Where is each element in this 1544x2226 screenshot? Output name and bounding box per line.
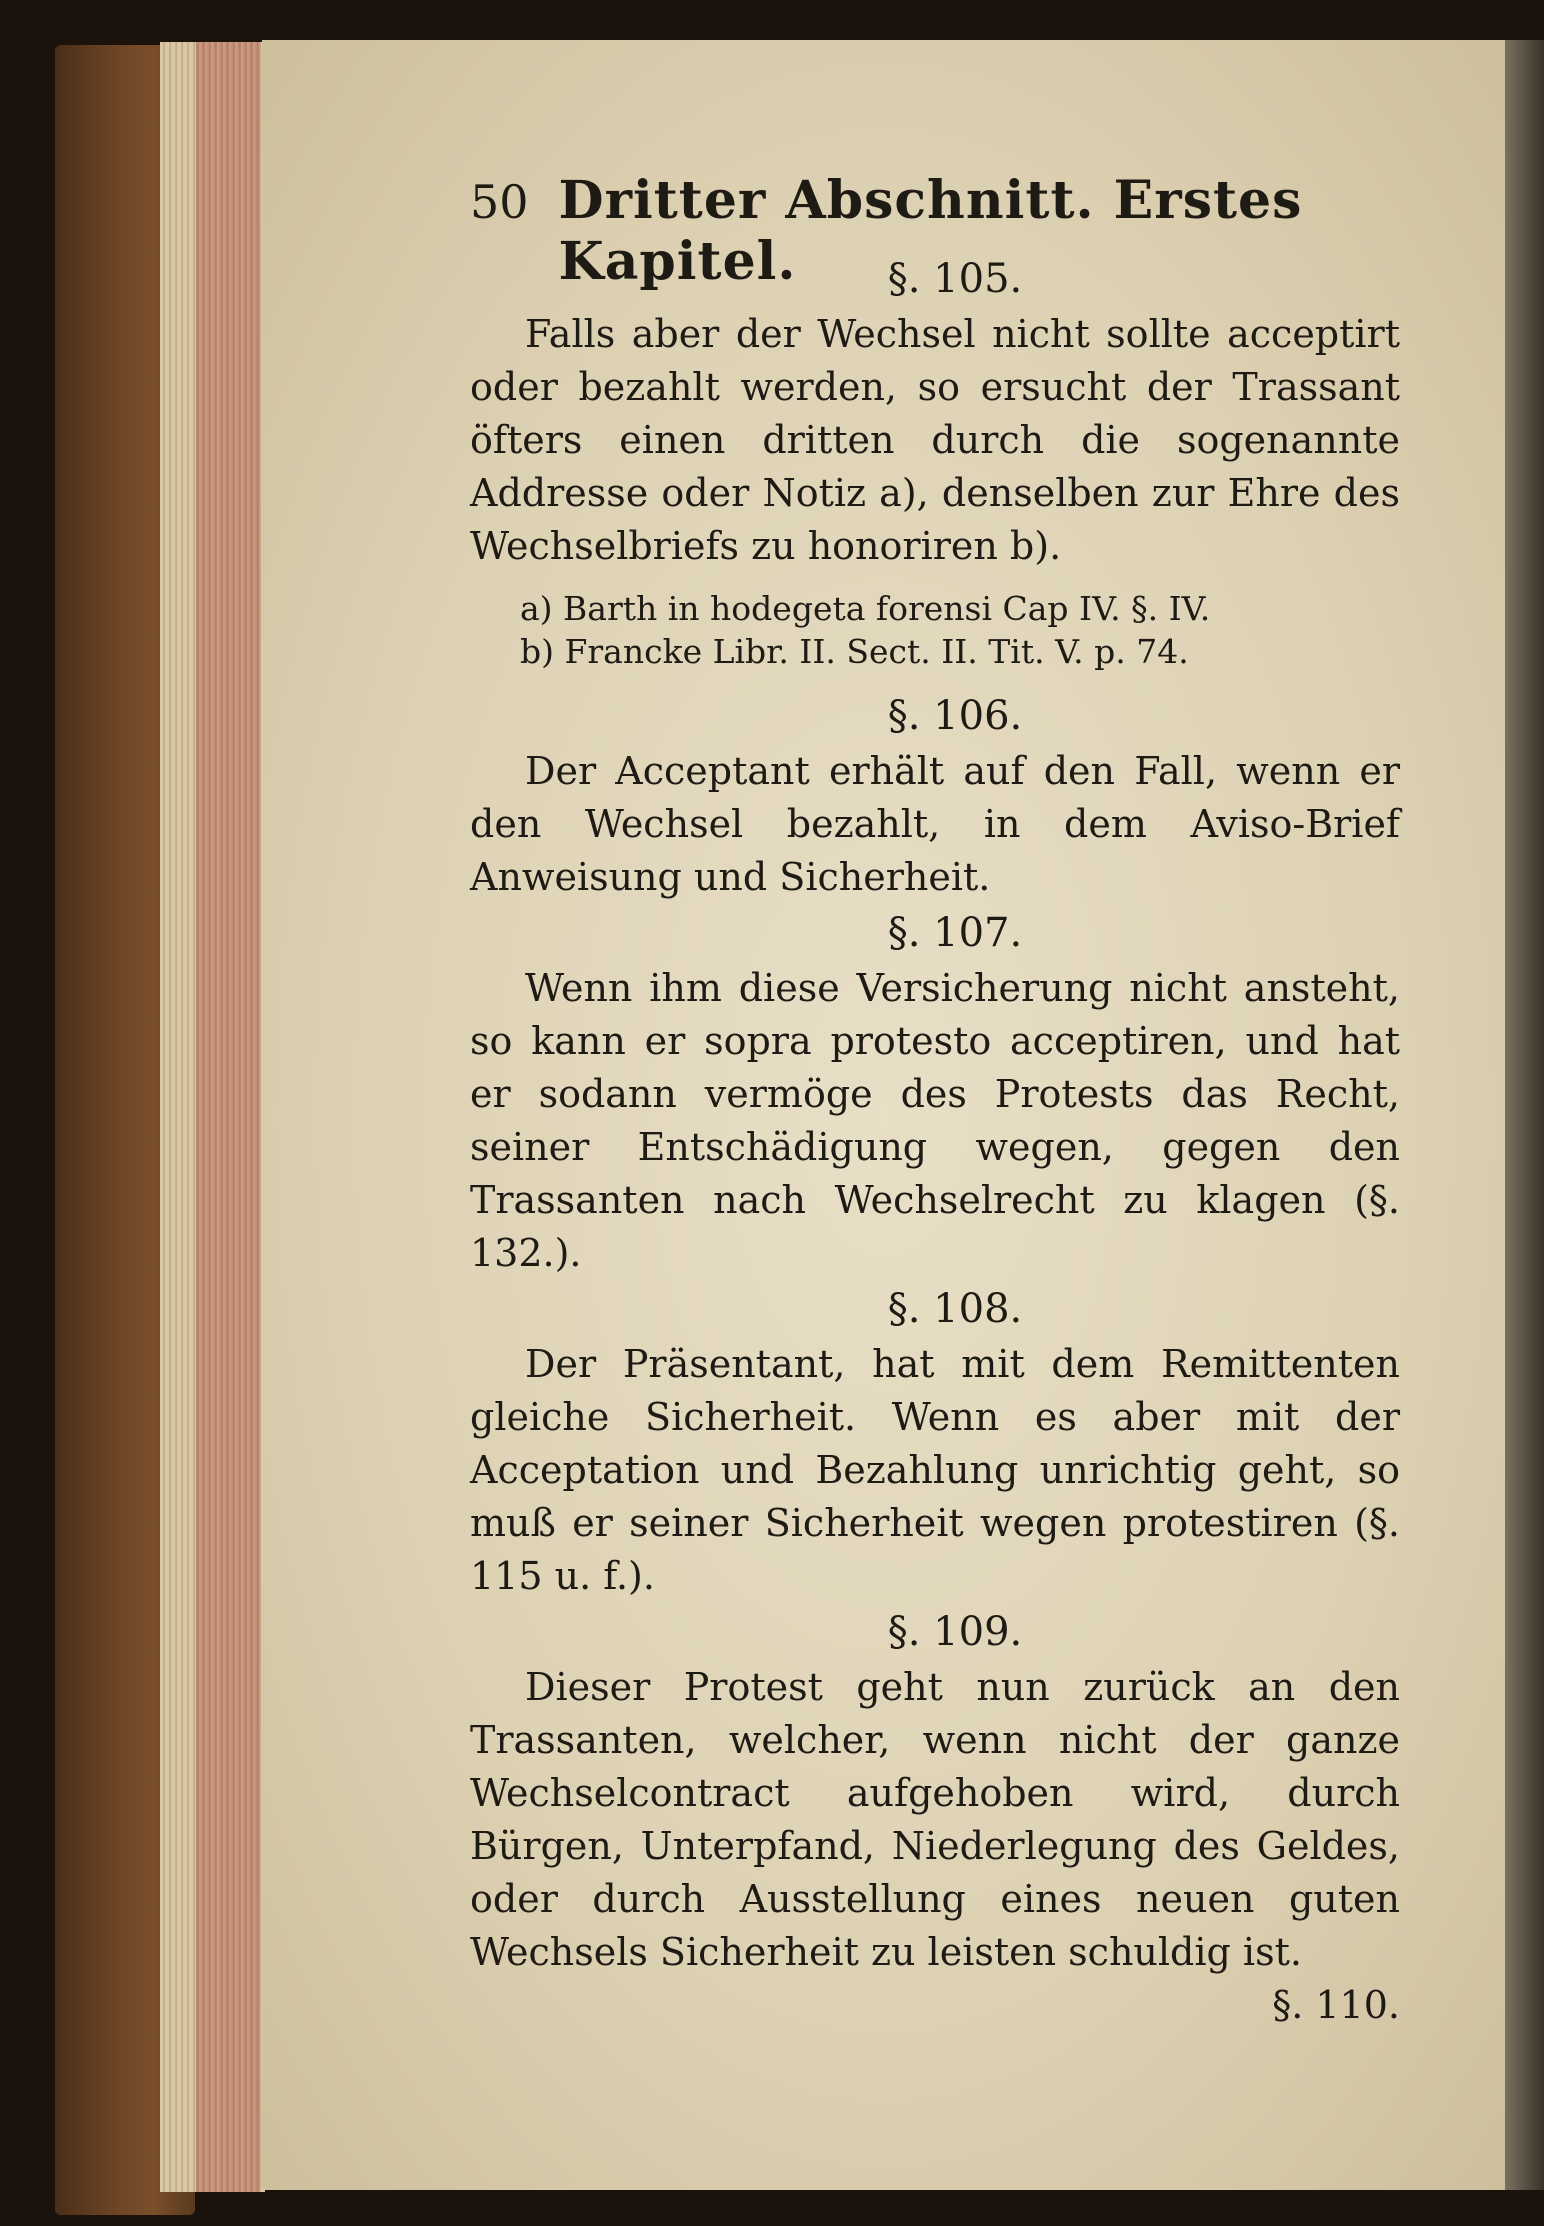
page-number: 50 [470,175,529,229]
section-heading: §. 106. [887,693,1023,739]
running-title: Dritter Abschnitt. Erstes Kapitel. [558,170,1303,292]
paragraph [470,1661,1400,1979]
paragraph [470,1338,1400,1603]
catchword-line [470,1979,1400,2032]
footnote: b) Francke Libr. II. Sect. II. Tit. V. p. 74. [520,632,1189,671]
section-heading: §. 107. [887,910,1023,956]
page-text [470,170,1400,2032]
section-heading: §. 109. [887,1609,1023,1655]
section-heading: §. 105. [887,256,1023,302]
paragraph-text: Der Präsentant, hat mit dem Remittenten gleiche Sicherheit. Wenn es aber mit der Acceptation und Bezahlung unrichtig geht, so muß er seiner Sicherheit wegen protestiren (§. 115 u. f.). [470,1342,1400,1598]
paragraph-text: Wenn ihm diese Versicherung nicht ansteht, so kann er sopra protesto acceptiren, und hat er sodann vermöge des Protests das Recht, seiner Entschädigung wegen, gegen den Trassanten nach Wechselrecht zu klagen (§. 132.). [470,966,1400,1275]
catchword: §. 110. [1272,1983,1400,2027]
paragraph-text: Der Acceptant erhält auf den Fall, wenn er den Wechsel bezahlt, in dem Aviso-Brief Anweisung und Sicherheit. [470,749,1400,899]
gutter-shadow [1505,40,1544,2190]
paragraph-text: Falls aber der Wechsel nicht sollte acceptirt oder bezahlt werden, so ersucht der Trassant öfters einen dritten durch die sogenannte Addresse oder Notiz a), denselben zur Ehre des Wechselbriefs zu honoriren b). [470,312,1400,568]
paragraph [470,962,1400,1280]
paragraph-text: Dieser Protest geht nun zurück an den Trassanten, welcher, wenn nicht der ganze Wechselcontract aufgehoben wird, durch Bürgen, Unterpfand, Niederlegung des Geldes, oder durch Ausstellung eines neuen guten Wechsels Sicherheit zu leisten schuldig ist. [470,1665,1400,1974]
footnote: a) Barth in hodegeta forensi Cap IV. §. IV. [520,589,1211,628]
red-page-edge [196,42,260,2192]
section-heading: §. 108. [887,1286,1023,1332]
paragraph [470,745,1400,904]
paragraph [470,308,1400,573]
